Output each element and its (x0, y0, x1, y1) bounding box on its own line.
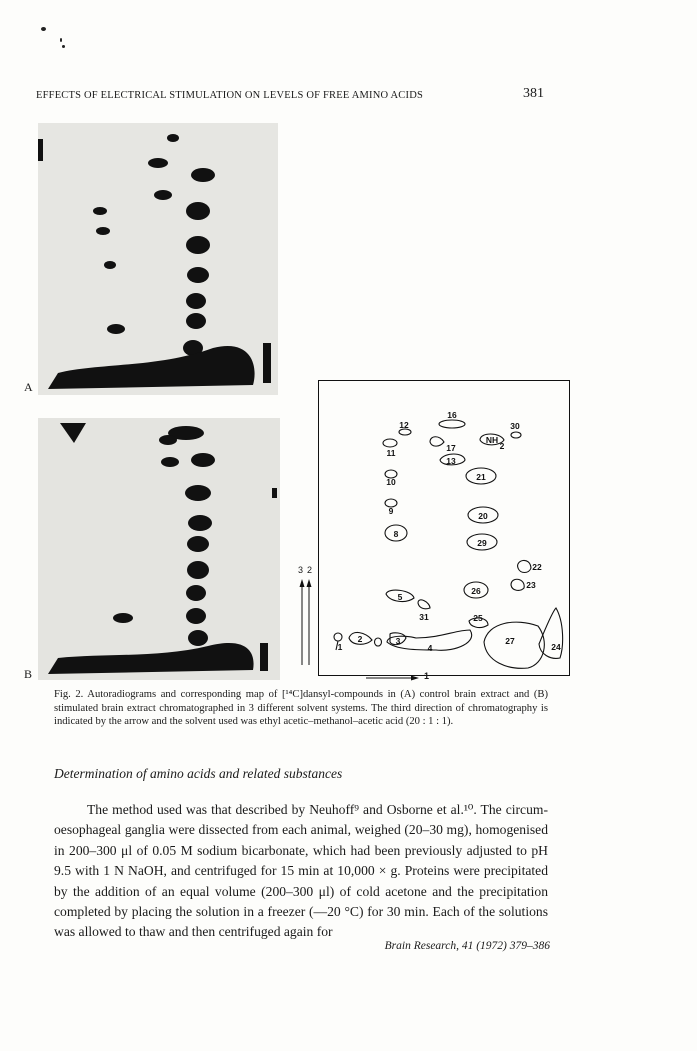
section-heading: Determination of amino acids and related substances (54, 766, 343, 781)
spot-label: 3 (395, 636, 401, 646)
paragraph-text: The method used was that described by Neuhoff⁹ and Osborne et al.¹⁰. The circum-oesophageal ganglia were dissected from each animal, weighed (20–30 mg), homogenised in 200–300 μl of 0.05 M sodium bicarbonate, which had been previously adjusted to pH 9.5 with 1 N NaOH, and centrifuged for 15 min at 10,000 × g. Proteins were precipitated by the addition of an equal volume (200–300 μl) of cold acetone and the precipitation completed by placing the solution in a freezer (—20 °C) for 30 min. Each of the solutions was allowed to thaw and then centrifuged again for (54, 802, 548, 940)
spot-label: 23 (526, 580, 536, 590)
direction-label-3: 3 (298, 565, 304, 575)
ink-speck (41, 27, 46, 31)
panel-b-label: B (24, 667, 33, 681)
spot-label: 31 (419, 612, 429, 622)
spot-label: 21 (476, 472, 486, 482)
spot-label: 8 (393, 529, 399, 539)
page-number: 381 (523, 86, 544, 101)
spot-label: 26 (471, 586, 481, 596)
spot-label: 24 (551, 642, 561, 652)
spot-label: 12 (399, 420, 409, 430)
ink-speck (60, 38, 62, 42)
spot-label: 4 (427, 643, 433, 653)
running-title: EFFECTS OF ELECTRICAL STIMULATION ON LEVELS OF FREE AMINO ACIDS (36, 90, 424, 101)
spot-label: 29 (477, 538, 487, 548)
direction-arrow-1 (366, 672, 426, 684)
spot-label: 11 (386, 448, 396, 458)
spot-label: 5 (397, 592, 403, 602)
body-paragraph (54, 800, 548, 943)
spot-label: 30 (510, 421, 520, 431)
ink-speck (62, 45, 65, 48)
spot-label: 10 (386, 477, 396, 487)
autoradiogram-a (38, 123, 278, 395)
direction-label-2: 2 (307, 565, 313, 575)
figure-caption: Fig. 2. Autoradiograms and corresponding map of [¹⁴C]dansyl-compounds in (A) control brain extract and (B) stimulated brain extract chromatographed in 3 different solvent systems. The third direction of chromatography is indicated by the arrow and the solvent used was ethyl acetic–methanol–acetic acid (20 : 1 : 1). (54, 689, 548, 728)
panel-a-label: A (24, 380, 33, 394)
direction-label-1: 1 (424, 671, 430, 681)
spot-label: 27 (505, 636, 515, 646)
spot-label: 9 (388, 506, 394, 516)
spot-label: 16 (447, 410, 457, 420)
journal-citation: Brain Research, 41 (1972) 379–386 (384, 940, 550, 952)
spot-label: NH (485, 435, 499, 445)
spot-label: 20 (478, 511, 488, 521)
spot-label: 17 (446, 443, 456, 453)
spot-label: 13 (446, 456, 456, 466)
autoradiogram-b (38, 418, 280, 680)
spot-label: 22 (532, 562, 542, 572)
spot-label: 1 (337, 642, 343, 652)
spot-label: 2 (499, 441, 505, 451)
spot-label: 25 (473, 613, 483, 623)
chromatogram-map (318, 380, 570, 676)
spot-label: 2 (357, 634, 363, 644)
